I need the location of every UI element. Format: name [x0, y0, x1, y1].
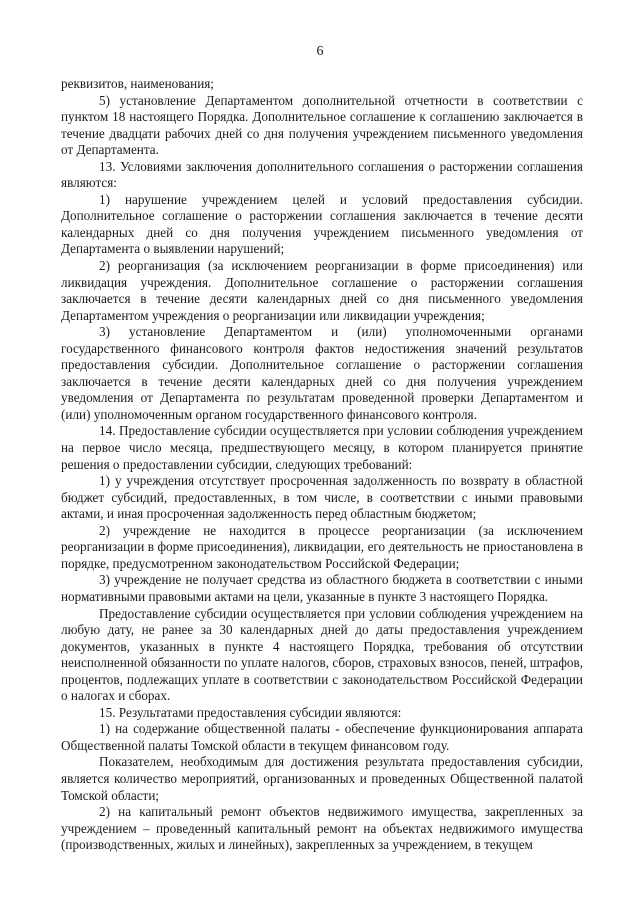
paragraph: 2) на капитальный ремонт объектов недвижимого имущества, закрепленных за учреждением – проведенный капитальный ремонт на объектах недвижимого имущества (производственных, жилых и линейных), закрепленных за учреждением, в текущем: [61, 804, 583, 853]
paragraph: 3) установление Департаментом и (или) уполномоченными органами государственного финансового контроля фактов недостижения значений результатов предоставления субсидии. Дополнительное соглашение о расторжении соглашения заключается в течение десяти календарных дней со дня получения учреждением уведомления от Департамента по результатам проведенной проверки Департаментом и (или) уполномоченным органом государственного финансового контроля.: [61, 324, 583, 422]
paragraph: 1) на содержание общественной палаты - обеспечение функционирования аппарата Общественной палаты Томской области в текущем финансовом году.: [61, 721, 583, 753]
paragraph: 14. Предоставление субсидии осуществляется при условии соблюдения учреждением на первое число месяца, предшествующего месяцу, в котором планируется принятие решения о предоставлении субсидии, следующих требований:: [61, 423, 583, 472]
paragraph: 1) нарушение учреждением целей и условий предоставления субсидии. Дополнительное соглашение о расторжении соглашения заключается в течение десяти календарных дней со дня получения учреждением письменного уведомления от Департамента о выявлении нарушений;: [61, 191, 583, 257]
paragraph: Предоставление субсидии осуществляется при условии соблюдения учреждением на любую дату, не ранее за 30 календарных дней до даты предоставления учреждением документов, указанных в пункте 4 настоящего Порядка, требования об отсутствии неисполненной обязанности по уплате налогов, сборов, страховых взносов, пеней, штрафов, процентов, подлежащих уплате в соответствии с законодательством Российской Федерации о налогах и сборах.: [61, 605, 583, 704]
paragraph: 1) у учреждения отсутствует просроченная задолженность по возврату в областной бюджет субсидий, предоставленных, в том числе, в соответствии с иными правовыми актами, и иная просроченная задолженность перед областным бюджетом;: [61, 473, 583, 522]
paragraph: 13. Условиями заключения дополнительного соглашения о расторжении соглашения являются:: [61, 158, 583, 191]
paragraph: 15. Результатами предоставления субсидии являются:: [99, 704, 402, 720]
page-number: 6: [316, 44, 324, 59]
paragraph: реквизитов, наименования;: [61, 76, 214, 91]
paragraph: 3) учреждение не получает средства из областного бюджета в соответствии с иными нормативными правовыми актами на цели, указанные в пункте 3 настоящего Порядка.: [61, 572, 583, 604]
paragraph: 2) учреждение не находится в процессе реорганизации (за исключением реорганизации в форме присоединения), ликвидации, его деятельность не приостановлена в порядке, предусмотренном законодательством Российской Федерации;: [61, 522, 583, 571]
document-body: [61, 76, 583, 854]
paragraph: Показателем, необходимым для достижения результата предоставления субсидии, является количество мероприятий, организованных и проведенных Общественной палатой Томской области;: [61, 754, 583, 803]
paragraph: 5) установление Департаментом дополнительной отчетности в соответствии с пунктом 18 настоящего Порядка. Дополнительное соглашение к соглашению заключается в течение двадцати рабочих дней со дня получения учреждением письменного уведомления от Департамента.: [61, 92, 583, 158]
paragraph: 2) реорганизация (за исключением реорганизации в форме присоединения) или ликвидация учреждения. Дополнительное соглашение о расторжении соглашения заключается в течение десяти календарных дней со дня письменного уведомления Департаментом учреждения о реорганизации или ликвидации учреждения;: [61, 258, 583, 323]
